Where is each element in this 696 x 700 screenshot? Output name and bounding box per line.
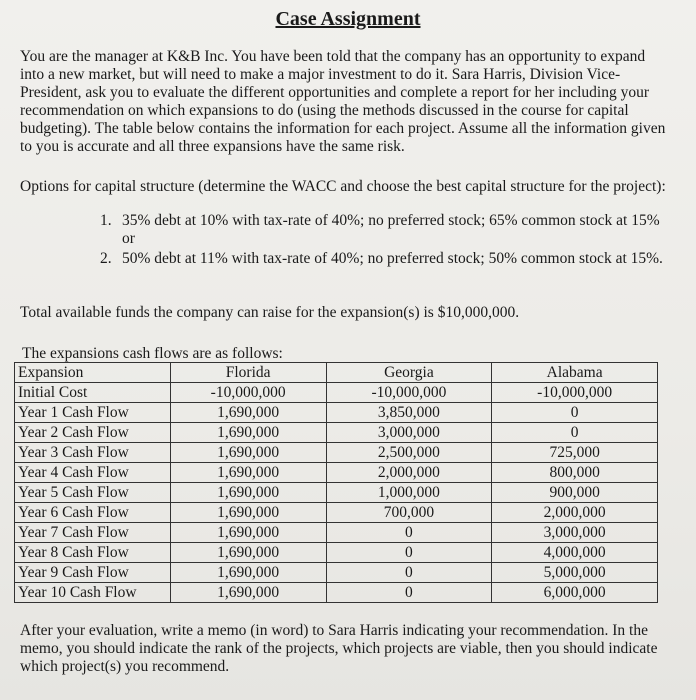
table-row	[15, 443, 658, 463]
table-body	[15, 383, 658, 603]
row-label-cell: Year 8 Cash Flow	[15, 543, 171, 563]
alabama-cell: 800,000	[492, 463, 658, 483]
header-alabama: Alabama	[492, 363, 658, 383]
florida-cell: 1,690,000	[170, 463, 326, 483]
table-row	[15, 383, 658, 403]
georgia-cell: 2,500,000	[326, 443, 492, 463]
funds-paragraph: Total available funds the company can raise for the expansion(s) is $10,000,000.	[20, 304, 520, 321]
row-label-cell: Year 4 Cash Flow	[15, 463, 171, 483]
georgia-cell: 0	[326, 563, 492, 583]
option-text: 50% debt at 11% with tax-rate of 40%; no preferred stock; 50% common stock at 15%.	[122, 250, 663, 267]
table-row	[15, 583, 658, 603]
cash-flows-label: The expansions cash flows are as follows:	[22, 345, 283, 362]
cash-flow-table	[14, 362, 658, 603]
alabama-cell: 725,000	[492, 443, 658, 463]
alabama-cell: 2,000,000	[492, 503, 658, 523]
alabama-cell: 0	[492, 423, 658, 443]
georgia-cell: 0	[326, 543, 492, 563]
florida-cell: -10,000,000	[170, 383, 326, 403]
header-expansion: Expansion	[15, 363, 171, 383]
georgia-cell: -10,000,000	[326, 383, 492, 403]
georgia-cell: 1,000,000	[326, 483, 492, 503]
row-label-cell: Initial Cost	[15, 383, 171, 403]
alabama-cell: 3,000,000	[492, 523, 658, 543]
florida-cell: 1,690,000	[170, 543, 326, 563]
alabama-cell: 900,000	[492, 483, 658, 503]
row-label-cell: Year 1 Cash Flow	[15, 403, 171, 423]
table-row	[15, 463, 658, 483]
row-label-cell: Year 7 Cash Flow	[15, 523, 171, 543]
florida-cell: 1,690,000	[170, 523, 326, 543]
georgia-cell: 3,000,000	[326, 423, 492, 443]
table-row	[15, 543, 658, 563]
table-row	[15, 423, 658, 443]
alabama-cell: 5,000,000	[492, 563, 658, 583]
table-row	[15, 503, 658, 523]
alabama-cell: 0	[492, 403, 658, 423]
option-item	[100, 250, 665, 268]
georgia-cell: 2,000,000	[326, 463, 492, 483]
georgia-cell: 3,850,000	[326, 403, 492, 423]
option-text: 35% debt at 10% with tax-rate of 40%; no preferred stock; 65% common stock at 15% or	[122, 212, 660, 247]
row-label-cell: Year 2 Cash Flow	[15, 423, 171, 443]
table-row	[15, 483, 658, 503]
florida-cell: 1,690,000	[170, 423, 326, 443]
row-label-cell: Year 3 Cash Flow	[15, 443, 171, 463]
closing-paragraph: After your evaluation, write a memo (in word) to Sara Harris indicating your recommendation. In the memo, you should indicate the rank of the projects, which projects are viable, then you should indicate which project(s) you recommend.	[20, 622, 658, 675]
option-item	[100, 212, 665, 248]
options-list	[100, 212, 665, 270]
georgia-cell: 700,000	[326, 503, 492, 523]
table-header-row	[15, 363, 658, 383]
option-number: 2.	[100, 250, 112, 267]
header-georgia: Georgia	[326, 363, 492, 383]
row-label-cell: Year 10 Cash Flow	[15, 583, 171, 603]
florida-cell: 1,690,000	[170, 403, 326, 423]
alabama-cell: -10,000,000	[492, 383, 658, 403]
georgia-cell: 0	[326, 523, 492, 543]
option-number: 1.	[100, 212, 112, 229]
alabama-cell: 4,000,000	[492, 543, 658, 563]
florida-cell: 1,690,000	[170, 563, 326, 583]
table-row	[15, 403, 658, 423]
intro-paragraph: You are the manager at K&B Inc. You have been told that the company has an opportunity to expand into a new market, but will need to make a major investment to do it. Sara Harris, Division Vice-President, ask you to evaluate the different opportunities and complete a report for her including your recommendation on which expansions to do (using the methods discussed in the course for capital budgeting). The table below contains the information for each project. Assume all the information given to you is accurate and all three expansions have the same risk.	[20, 48, 666, 155]
table-row	[15, 563, 658, 583]
row-label-cell: Year 6 Cash Flow	[15, 503, 171, 523]
florida-cell: 1,690,000	[170, 483, 326, 503]
header-florida: Florida	[170, 363, 326, 383]
table-row	[15, 523, 658, 543]
alabama-cell: 6,000,000	[492, 583, 658, 603]
options-intro: Options for capital structure (determine the WACC and choose the best capital structure for the project):	[20, 178, 666, 195]
georgia-cell: 0	[326, 583, 492, 603]
row-label-cell: Year 9 Cash Flow	[15, 563, 171, 583]
florida-cell: 1,690,000	[170, 443, 326, 463]
florida-cell: 1,690,000	[170, 503, 326, 523]
row-label-cell: Year 5 Cash Flow	[15, 483, 171, 503]
florida-cell: 1,690,000	[170, 583, 326, 603]
page-title: Case Assignment	[275, 8, 421, 30]
